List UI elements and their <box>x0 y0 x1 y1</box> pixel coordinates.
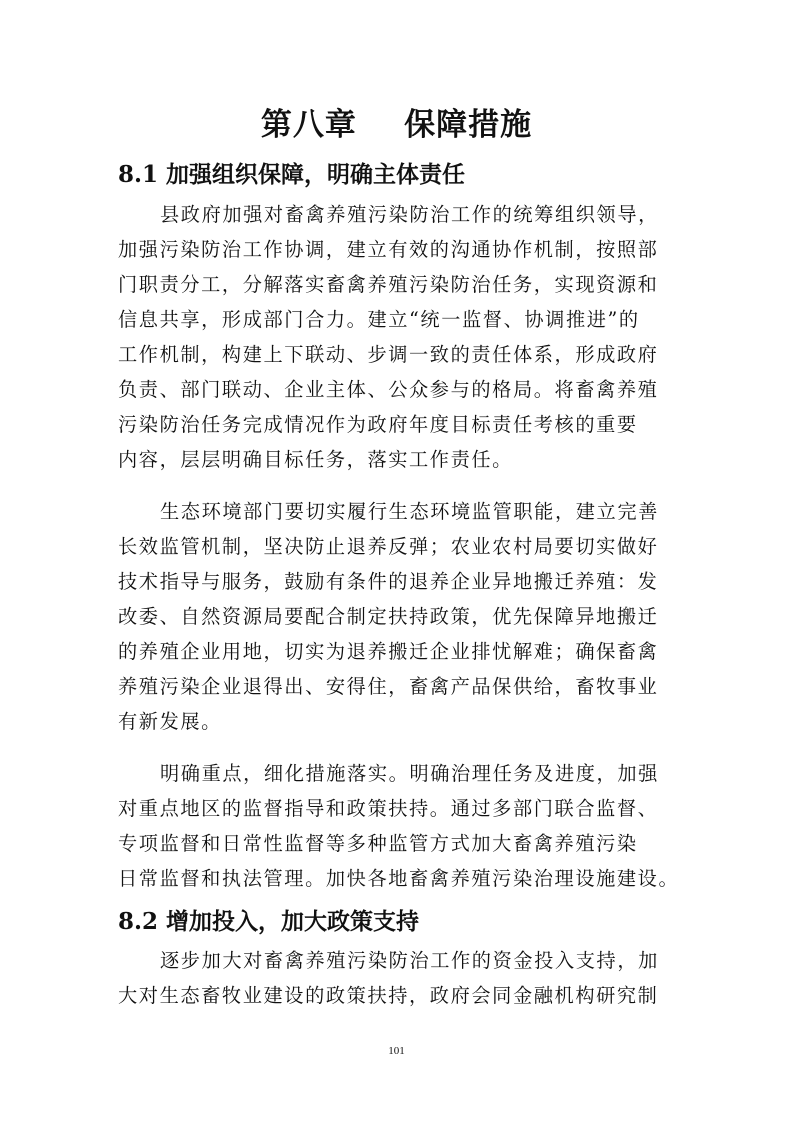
paragraph-line: 明确重点，细化措施落实。明确治理任务及进度，加强 <box>160 762 659 785</box>
section-heading-8-1: 8.1 加强组织保障，明确主体责任 <box>118 161 466 188</box>
page-number: 101 <box>388 1045 405 1057</box>
paragraph-line: 逐步加大对畜禽养殖污染防治工作的资金投入支持，加 <box>160 949 659 972</box>
paragraph-line: 养殖污染企业退得出、安得住，畜禽产品保供给，畜牧事业 <box>118 675 659 698</box>
paragraph-line: 内容，层层明确目标任务，落实工作责任。 <box>118 448 513 471</box>
paragraph-line: 信息共享，形成部门合力。建立“统一监督、协调推进”的 <box>118 308 640 331</box>
paragraph-line: 大对生态畜牧业建设的政策扶持，政府会同金融机构研究制 <box>118 984 659 1007</box>
paragraph-line: 专项监督和日常性监督等多种监管方式加大畜禽养殖污染 <box>118 832 638 855</box>
section-heading-8-2: 8.2 增加投入，加大政策支持 <box>118 908 420 935</box>
paragraph-line: 对重点地区的监督指导和政策扶持。通过多部门联合监督、 <box>118 797 659 820</box>
paragraph-line: 有新发展。 <box>118 710 222 733</box>
paragraph-line: 改委、自然资源局要配合制定扶持政策，优先保障异地搬迁 <box>118 605 659 628</box>
paragraph-line: 长效监管机制，坚决防止退养反弹；农业农村局要切实做好 <box>118 535 659 558</box>
paragraph-line: 日常监督和执法管理。加快各地畜禽养殖污染治理设施建设。 <box>118 867 680 890</box>
paragraph-line: 加强污染防治工作协调，建立有效的沟通协作机制，按照部 <box>118 238 659 261</box>
paragraph-line: 技术指导与服务，鼓励有条件的退养企业异地搬迁养殖：发 <box>118 570 659 593</box>
chapter-title: 第八章 保障措施 <box>260 107 533 143</box>
paragraph-line: 县政府加强对畜禽养殖污染防治工作的统筹组织领导， <box>160 203 659 226</box>
paragraph-line: 污染防治任务完成情况作为政府年度目标责任考核的重要 <box>118 413 638 436</box>
paragraph-line: 工作机制，构建上下联动、步调一致的责任体系，形成政府 <box>118 343 659 366</box>
paragraph-line: 门职责分工，分解落实畜禽养殖污染防治任务，实现资源和 <box>118 273 659 296</box>
paragraph-line: 生态环境部门要切实履行生态环境监管职能，建立完善 <box>160 500 659 523</box>
paragraph-line: 的养殖企业用地，切实为退养搬迁企业排忧解难；确保畜禽 <box>118 640 659 663</box>
paragraph-line: 负责、部门联动、企业主体、公众参与的格局。将畜禽养殖 <box>118 378 659 401</box>
